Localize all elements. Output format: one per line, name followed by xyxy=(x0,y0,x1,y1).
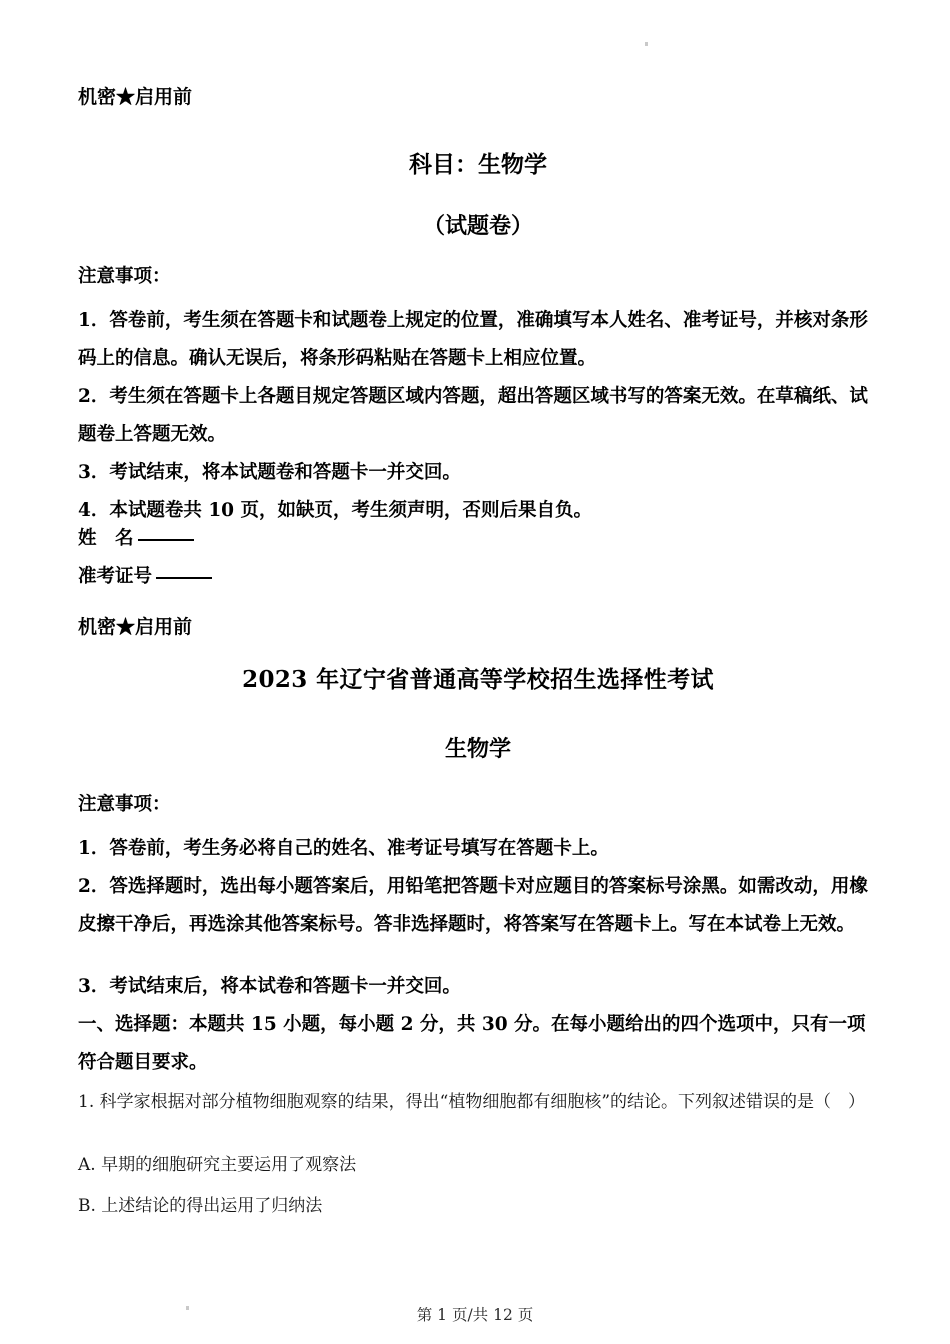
scan-speck xyxy=(645,42,648,46)
cover-notice-item-3: 3．考试结束，将本试题卷和答题卡一并交回。 xyxy=(78,462,461,483)
cover-paper-kind: （试题卷） xyxy=(422,213,533,239)
question-1-option-b[interactable]: B. 上述结论的得出运用了归纳法 xyxy=(78,1196,323,1216)
exam-notice-item-3: 3．考试结束后，将本试卷和答题卡一并交回。 xyxy=(78,976,461,997)
field-admission-number-row xyxy=(78,568,878,587)
cover-subject-title: 科目：生物学 xyxy=(409,151,547,178)
field-admission-number-input[interactable] xyxy=(156,576,212,579)
question-1-option-a[interactable]: A. 早期的细胞研究主要运用了观察法 xyxy=(78,1155,357,1175)
exam-notice-heading: 注意事项： xyxy=(78,794,171,815)
exam-notice-item-2: 2．答选择题时，选出每小题答案后，用铅笔把答题卡对应题目的答案标号涂黑。如需改动，用橡皮擦干净后，再选涂其他答案标号。答非选择题时，将答案写在答题卡上。写在本试卷上无效。 xyxy=(78,876,868,935)
field-admission-number-label: 准考证号 xyxy=(78,566,153,587)
exam-title: 2023 年辽宁省普通高等学校招生选择性考试 xyxy=(242,666,714,693)
field-name-input[interactable] xyxy=(138,538,194,541)
cover-notice-heading: 注意事项： xyxy=(78,266,171,287)
cover-secret-mark: 机密★启用前 xyxy=(78,86,193,108)
field-name-row xyxy=(78,530,878,549)
exam-secret-mark: 机密★启用前 xyxy=(78,616,193,638)
page-footer: 第 1 页/共 12 页 xyxy=(416,1306,534,1324)
question-1-stem: 1. 科学家根据对部分植物细胞观察的结果，得出“植物细胞都有细胞核”的结论。下列叙述错误的是（ ） xyxy=(78,1092,866,1112)
cover-notice-item-1: 1．答卷前，考生须在答题卡和试题卷上规定的位置，准确填写本人姓名、准考证号，并核对条形码上的信息。确认无误后，将条形码粘贴在答题卡上相应位置。 xyxy=(78,310,868,369)
cover-notice-item-4: 4．本试题卷共 10 页，如缺页，考生须声明，否则后果自负。 xyxy=(78,500,593,521)
exam-section-one-heading: 一、选择题：本题共 15 小题，每小题 2 分，共 30 分。在每小题给出的四个选项中，只有一项符合题目要求。 xyxy=(78,1014,866,1073)
field-name-label: 姓 名 xyxy=(78,528,134,549)
exam-notice-item-1: 1．答卷前，考生务必将自己的姓名、准考证号填写在答题卡上。 xyxy=(78,838,609,859)
exam-subject: 生物学 xyxy=(444,736,511,762)
cover-notice-item-2: 2．考生须在答题卡上各题目规定答题区域内答题，超出答题区域书写的答案无效。在草稿纸、试题卷上答题无效。 xyxy=(78,386,868,445)
